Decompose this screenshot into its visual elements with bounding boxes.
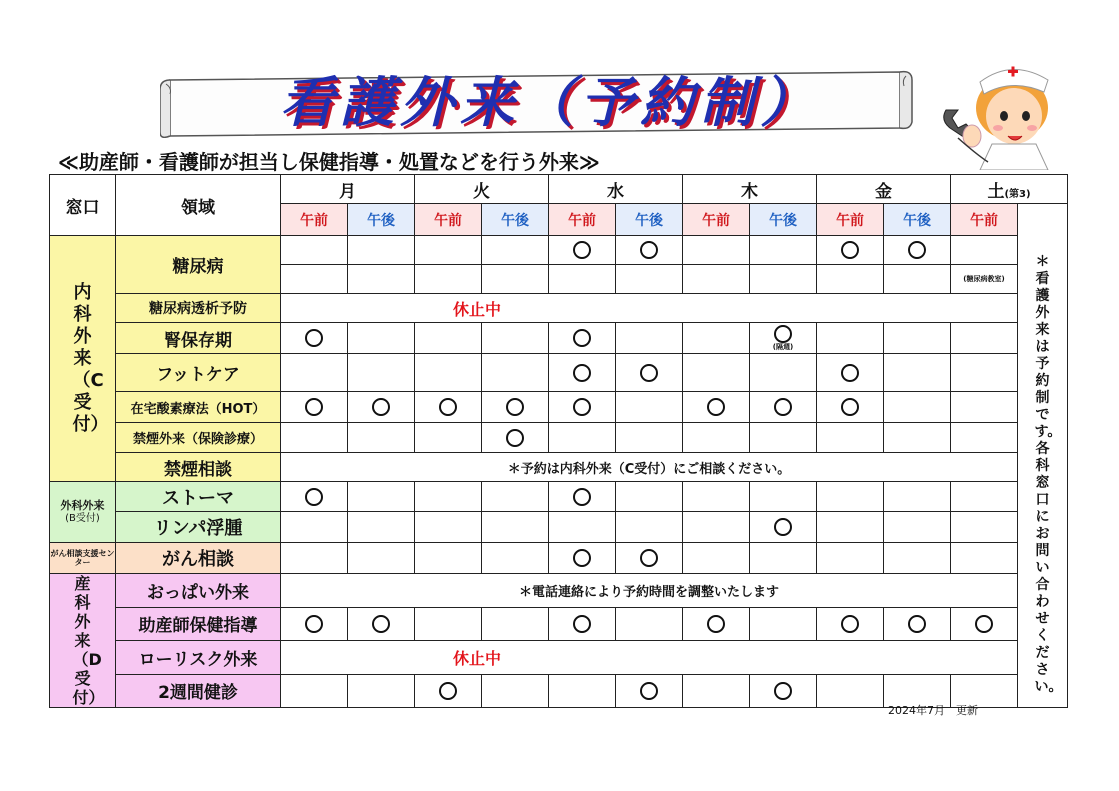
toseki-suspended-cell bbox=[281, 294, 1018, 323]
am-label: 午前 bbox=[683, 204, 750, 236]
table-row bbox=[50, 392, 1068, 423]
available-mark-icon bbox=[305, 329, 323, 347]
available-mark-icon bbox=[774, 518, 792, 536]
available-mark-icon bbox=[573, 241, 591, 259]
am-label: 午前 bbox=[415, 204, 482, 236]
slot-cell bbox=[549, 265, 616, 294]
slot-cell bbox=[415, 607, 482, 641]
slot-cell bbox=[415, 543, 482, 574]
area-lymph: リンパ浮腫 bbox=[116, 512, 281, 543]
slot-cell bbox=[750, 392, 817, 423]
slot-cell bbox=[750, 354, 817, 392]
day-wed: 水 bbox=[549, 175, 683, 204]
available-mark-icon bbox=[305, 398, 323, 416]
jinpo-biweekly-note: (隔週) bbox=[772, 343, 794, 351]
slot-cell bbox=[884, 607, 951, 641]
slot-cell bbox=[616, 543, 683, 574]
slot-cell bbox=[415, 423, 482, 453]
slot-cell bbox=[281, 423, 348, 453]
slot-cell bbox=[281, 607, 348, 641]
slot-cell bbox=[482, 674, 549, 708]
area-foot: フットケア bbox=[116, 354, 281, 392]
slot-cell bbox=[281, 265, 348, 294]
area-toseki: 糖尿病透析予防 bbox=[116, 294, 281, 323]
slot-cell bbox=[348, 543, 415, 574]
slot-cell bbox=[951, 423, 1018, 453]
slot-cell bbox=[951, 323, 1018, 354]
available-mark-icon bbox=[573, 549, 591, 567]
available-mark-icon bbox=[774, 398, 792, 416]
slot-cell bbox=[750, 607, 817, 641]
side-note-text: ＊看護外来は予約制です。各科窓口にお問い合わせください。 bbox=[1034, 254, 1063, 695]
schedule-table bbox=[49, 174, 1068, 708]
slot-cell bbox=[482, 392, 549, 423]
dept-naika bbox=[50, 236, 116, 482]
dept-geka bbox=[50, 482, 116, 543]
available-mark-icon bbox=[506, 398, 524, 416]
slot-cell bbox=[683, 543, 750, 574]
slot-cell bbox=[817, 323, 884, 354]
update-date: 2024年7月 更新 bbox=[888, 704, 978, 717]
slot-cell bbox=[884, 323, 951, 354]
table-row bbox=[50, 607, 1068, 641]
slot-cell bbox=[348, 392, 415, 423]
slot-cell bbox=[683, 482, 750, 512]
slot-cell bbox=[616, 607, 683, 641]
available-mark-icon bbox=[573, 488, 591, 506]
available-mark-icon bbox=[573, 398, 591, 416]
day-sat-note: (第3) bbox=[1004, 188, 1031, 200]
am-label: 午前 bbox=[817, 204, 884, 236]
slot-cell bbox=[683, 354, 750, 392]
available-mark-icon bbox=[975, 615, 993, 633]
lowrisk-suspended: 休止中 bbox=[453, 648, 502, 668]
area-hot: 在宅酸素療法（HOT） bbox=[116, 392, 281, 423]
pm-label: 午後 bbox=[884, 204, 951, 236]
nurse-phone-icon bbox=[936, 58, 1064, 170]
slot-cell bbox=[616, 265, 683, 294]
slot-cell bbox=[616, 392, 683, 423]
area-lowrisk: ローリスク外来 bbox=[116, 641, 281, 675]
slot-cell bbox=[884, 512, 951, 543]
day-tue: 火 bbox=[415, 175, 549, 204]
area-kinen-soudan: 禁煙相談 bbox=[116, 453, 281, 482]
slot-cell bbox=[348, 674, 415, 708]
slot-cell bbox=[884, 265, 951, 294]
slot-cell bbox=[817, 265, 884, 294]
slot-cell bbox=[750, 236, 817, 265]
title-banner bbox=[160, 66, 916, 138]
pm-label: 午後 bbox=[616, 204, 683, 236]
area-header: 領域 bbox=[116, 175, 281, 236]
slot-cell bbox=[951, 392, 1018, 423]
slot-cell bbox=[482, 512, 549, 543]
slot-cell bbox=[884, 354, 951, 392]
slot-cell bbox=[884, 423, 951, 453]
slot-cell bbox=[482, 354, 549, 392]
slot-cell bbox=[549, 392, 616, 423]
area-kinen-hoken: 禁煙外来（保険診療） bbox=[116, 423, 281, 453]
am-label: 午前 bbox=[549, 204, 616, 236]
slot-cell bbox=[281, 354, 348, 392]
am-label: 午前 bbox=[281, 204, 348, 236]
slot-cell bbox=[348, 512, 415, 543]
slot-cell bbox=[683, 512, 750, 543]
available-mark-icon bbox=[707, 615, 725, 633]
oppai-note: ＊電話連絡により予約時間を調整いたします bbox=[281, 574, 1018, 608]
slot-cell bbox=[482, 423, 549, 453]
slot-cell bbox=[549, 512, 616, 543]
table-row bbox=[50, 294, 1068, 323]
slot-cell bbox=[482, 607, 549, 641]
available-mark-icon bbox=[908, 615, 926, 633]
slot-cell bbox=[750, 512, 817, 543]
tonyo-class-note: (糖尿病教室) bbox=[963, 275, 1005, 283]
slot-cell bbox=[683, 323, 750, 354]
am-label: 午前 bbox=[951, 204, 1018, 236]
slot-cell bbox=[750, 265, 817, 294]
table-row bbox=[50, 543, 1068, 574]
dept-geka-sub: (B受付) bbox=[65, 513, 100, 524]
slot-cell bbox=[482, 236, 549, 265]
area-josanshi: 助産師保健指導 bbox=[116, 607, 281, 641]
kinen-note: ＊予約は内科外来（C受付）にご相談ください。 bbox=[281, 453, 1018, 482]
dept-san-label: 産科外来（D受付） bbox=[72, 574, 105, 707]
slot-cell bbox=[884, 543, 951, 574]
slot-cell bbox=[750, 482, 817, 512]
slot-cell bbox=[415, 392, 482, 423]
available-mark-icon bbox=[640, 364, 658, 382]
slot-cell bbox=[281, 482, 348, 512]
slot-cell bbox=[415, 482, 482, 512]
table-row bbox=[50, 423, 1068, 453]
nurse-illustration bbox=[936, 58, 1064, 170]
slot-cell bbox=[281, 543, 348, 574]
slot-cell bbox=[884, 236, 951, 265]
dept-geka-title: 外科外来 bbox=[60, 499, 105, 512]
slot-cell bbox=[415, 512, 482, 543]
table-row bbox=[50, 574, 1068, 608]
slot-cell bbox=[750, 674, 817, 708]
slot-cell bbox=[281, 674, 348, 708]
reservation-side-note bbox=[1018, 204, 1068, 708]
slot-cell bbox=[348, 482, 415, 512]
dept-naika-label: 内科外来（C受付） bbox=[72, 281, 109, 435]
available-mark-icon bbox=[841, 364, 859, 382]
slot-cell bbox=[884, 482, 951, 512]
pm-label: 午後 bbox=[348, 204, 415, 236]
area-gan-soudan: がん相談 bbox=[116, 543, 281, 574]
slot-cell bbox=[616, 236, 683, 265]
slot-cell bbox=[817, 482, 884, 512]
slot-cell bbox=[951, 482, 1018, 512]
area-jinpo: 腎保存期 bbox=[116, 323, 281, 354]
slot-cell bbox=[951, 236, 1018, 265]
available-mark-icon bbox=[439, 682, 457, 700]
area-oppai: おっぱい外来 bbox=[116, 574, 281, 608]
slot-cell bbox=[482, 482, 549, 512]
day-fri: 金 bbox=[817, 175, 951, 204]
slot-cell bbox=[817, 423, 884, 453]
table-row bbox=[50, 453, 1068, 482]
page-title: 看護外来（予約制） bbox=[280, 70, 820, 134]
day-mon: 月 bbox=[281, 175, 415, 204]
table-row bbox=[50, 641, 1068, 675]
available-mark-icon bbox=[439, 398, 457, 416]
slot-cell bbox=[348, 423, 415, 453]
day-sat bbox=[951, 175, 1068, 204]
slot-cell bbox=[951, 512, 1018, 543]
dept-gan: がん相談支援センター bbox=[50, 543, 116, 574]
slot-cell bbox=[549, 323, 616, 354]
slot-cell bbox=[281, 236, 348, 265]
slot-cell bbox=[817, 354, 884, 392]
pm-label: 午後 bbox=[750, 204, 817, 236]
slot-cell bbox=[616, 354, 683, 392]
available-mark-icon bbox=[573, 329, 591, 347]
slot-cell bbox=[415, 354, 482, 392]
table-row bbox=[50, 323, 1068, 354]
table-row bbox=[50, 482, 1068, 512]
slot-cell bbox=[951, 354, 1018, 392]
available-mark-icon bbox=[372, 398, 390, 416]
slot-cell bbox=[281, 512, 348, 543]
slot-cell bbox=[415, 674, 482, 708]
slot-cell bbox=[415, 265, 482, 294]
slot-cell bbox=[482, 543, 549, 574]
slot-cell bbox=[415, 323, 482, 354]
slot-cell bbox=[817, 236, 884, 265]
available-mark-icon bbox=[573, 615, 591, 633]
slot-cell bbox=[683, 236, 750, 265]
slot-cell bbox=[482, 323, 549, 354]
available-mark-icon bbox=[841, 241, 859, 259]
available-mark-icon bbox=[774, 325, 792, 343]
pm-label: 午後 bbox=[482, 204, 549, 236]
slot-cell bbox=[750, 423, 817, 453]
table-row bbox=[50, 236, 1068, 265]
table-row bbox=[50, 354, 1068, 392]
slot-cell bbox=[281, 392, 348, 423]
toseki-suspended: 休止中 bbox=[453, 299, 502, 319]
window-header: 窓口 bbox=[50, 175, 116, 236]
slot-cell bbox=[817, 607, 884, 641]
slot-cell bbox=[549, 674, 616, 708]
slot-cell bbox=[281, 323, 348, 354]
slot-cell bbox=[817, 392, 884, 423]
slot-cell bbox=[817, 674, 884, 708]
slot-cell bbox=[415, 236, 482, 265]
available-mark-icon bbox=[707, 398, 725, 416]
slot-cell bbox=[616, 512, 683, 543]
slot-cell-thu-pm bbox=[750, 323, 817, 354]
day-thu: 木 bbox=[683, 175, 817, 204]
slot-cell bbox=[884, 392, 951, 423]
area-tonyo: 糖尿病 bbox=[116, 236, 281, 294]
slot-cell bbox=[683, 392, 750, 423]
slot-cell bbox=[549, 236, 616, 265]
table-row bbox=[50, 512, 1068, 543]
slot-cell-sat-class bbox=[951, 265, 1018, 294]
slot-cell bbox=[951, 607, 1018, 641]
dept-san bbox=[50, 574, 116, 708]
slot-cell bbox=[683, 265, 750, 294]
available-mark-icon bbox=[774, 682, 792, 700]
available-mark-icon bbox=[305, 615, 323, 633]
slot-cell bbox=[549, 354, 616, 392]
slot-cell bbox=[348, 236, 415, 265]
available-mark-icon bbox=[640, 682, 658, 700]
slot-cell bbox=[482, 265, 549, 294]
area-stoma: ストーマ bbox=[116, 482, 281, 512]
slot-cell bbox=[616, 674, 683, 708]
available-mark-icon bbox=[640, 549, 658, 567]
slot-cell bbox=[951, 543, 1018, 574]
available-mark-icon bbox=[841, 398, 859, 416]
available-mark-icon bbox=[305, 488, 323, 506]
slot-cell bbox=[683, 423, 750, 453]
slot-cell bbox=[549, 482, 616, 512]
lowrisk-suspended-cell bbox=[281, 641, 1018, 675]
slot-cell bbox=[616, 423, 683, 453]
available-mark-icon bbox=[506, 429, 524, 447]
slot-cell bbox=[348, 323, 415, 354]
available-mark-icon bbox=[908, 241, 926, 259]
slot-cell bbox=[817, 543, 884, 574]
subtitle: ≪助産師・看護師が担当し保健指導・処置などを行う外来≫ bbox=[58, 150, 600, 174]
slot-cell bbox=[683, 674, 750, 708]
slot-cell bbox=[549, 607, 616, 641]
slot-cell bbox=[348, 354, 415, 392]
slot-cell bbox=[348, 265, 415, 294]
slot-cell bbox=[616, 323, 683, 354]
slot-cell bbox=[750, 543, 817, 574]
available-mark-icon bbox=[640, 241, 658, 259]
day-sat-label: 土 bbox=[987, 181, 1005, 202]
available-mark-icon bbox=[372, 615, 390, 633]
slot-cell bbox=[616, 482, 683, 512]
available-mark-icon bbox=[841, 615, 859, 633]
area-twoweek: 2週間健診 bbox=[116, 674, 281, 708]
slot-cell bbox=[683, 607, 750, 641]
slot-cell bbox=[549, 423, 616, 453]
slot-cell bbox=[348, 607, 415, 641]
slot-cell bbox=[817, 512, 884, 543]
slot-cell bbox=[549, 543, 616, 574]
available-mark-icon bbox=[573, 364, 591, 382]
